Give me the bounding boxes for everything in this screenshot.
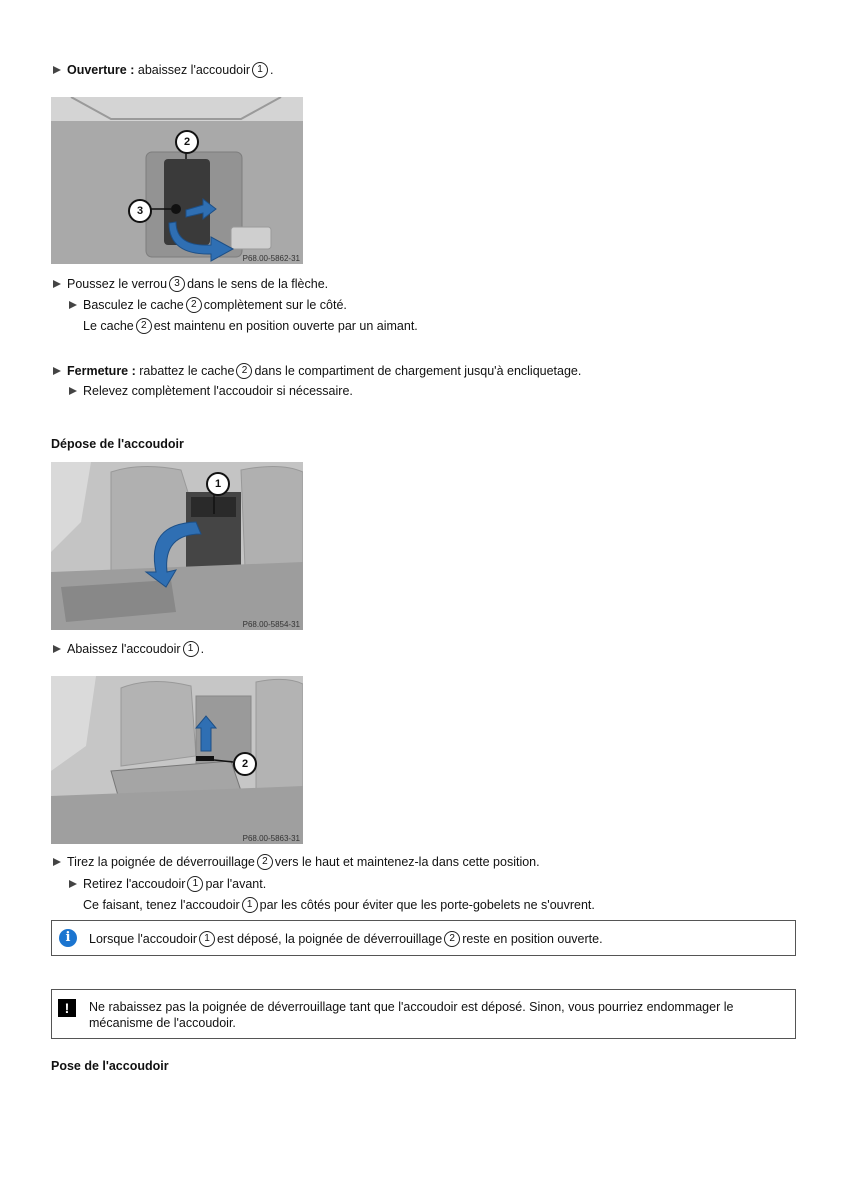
callout-number: 2: [444, 931, 460, 947]
armrest-release-illustration: [51, 676, 303, 844]
warning-line-2: mécanisme de l'accoudoir.: [89, 1016, 236, 1030]
cargo-cover-illustration: [51, 97, 303, 264]
warning-note-box: [51, 989, 796, 1039]
warning-line-1: Ne rabaissez pas la poignée de déverrouillage tant que l'accoudoir est déposé. Sinon, vous pourriez endommager le: [89, 1000, 734, 1014]
figure-code: P68.00-5862-31: [242, 254, 300, 263]
warning-exclamation-icon: !: [58, 999, 76, 1017]
step-cefaisant: Ce faisant, tenez l'accoudoir 1 par les côtés pour éviter que les porte-gobelets ne s'ouvrent.: [83, 898, 595, 912]
callout-number: 1: [187, 876, 203, 892]
bullet-arrow-icon: [53, 367, 61, 375]
step-cache-note: Le cache 2 est maintenu en position ouverte par un aimant.: [83, 319, 418, 333]
step-ouverture: Ouverture : abaissez l'accoudoir 1 .: [53, 62, 274, 78]
bullet-arrow-icon: [53, 858, 61, 866]
figure-code: P68.00-5863-31: [242, 834, 300, 843]
step-fermeture: Fermeture : rabattez le cache 2 dans le compartiment de chargement jusqu'à encliquetage.: [53, 363, 581, 379]
section-heading-depose: Dépose de l'accoudoir: [51, 437, 184, 451]
step-verrou: Poussez le verrou 3 dans le sens de la flèche.: [53, 276, 328, 292]
info-note-text: Lorsque l'accoudoir 1 est déposé, la poignée de déverrouillage 2 reste en position ouverte.: [89, 932, 603, 946]
bullet-arrow-icon: [53, 280, 61, 288]
step-tirez: Tirez la poignée de déverrouillage 2 vers le haut et maintenez-la dans cette position.: [53, 854, 540, 870]
bullet-arrow-icon: [53, 66, 61, 74]
callout-number: 1: [199, 931, 215, 947]
step-relevez: Relevez complètement l'accoudoir si nécessaire.: [69, 383, 353, 399]
bullet-arrow-icon: [69, 387, 77, 395]
callout-2: 2: [175, 130, 199, 154]
bullet-arrow-icon: [53, 645, 61, 653]
info-icon: i: [59, 929, 77, 947]
figure-code: P68.00-5854-31: [242, 620, 300, 629]
bullet-arrow-icon: [69, 301, 77, 309]
callout-number: 1: [252, 62, 268, 78]
step-retirez: Retirez l'accoudoir 1 par l'avant.: [69, 876, 266, 892]
step-basculez: Basculez le cache 2 complètement sur le côté.: [69, 297, 347, 313]
figure-cargo-cover: [51, 97, 303, 264]
callout-number: 2: [136, 318, 152, 334]
callout-number: 3: [169, 276, 185, 292]
figure-armrest-lower: [51, 462, 303, 630]
bullet-arrow-icon: [69, 880, 77, 888]
callout-number: 1: [183, 641, 199, 657]
figure-armrest-release: [51, 676, 303, 844]
callout-number: 2: [186, 297, 202, 313]
step-abaissez: Abaissez l'accoudoir 1 .: [53, 641, 204, 657]
callout-3: 3: [128, 199, 152, 223]
info-note-box: [51, 920, 796, 956]
callout-number: 2: [236, 363, 252, 379]
callout-2: 2: [233, 752, 257, 776]
section-heading-pose: Pose de l'accoudoir: [51, 1059, 169, 1073]
callout-number: 2: [257, 854, 273, 870]
armrest-lower-illustration: [51, 462, 303, 630]
callout-number: 1: [242, 897, 258, 913]
callout-1: 1: [206, 472, 230, 496]
